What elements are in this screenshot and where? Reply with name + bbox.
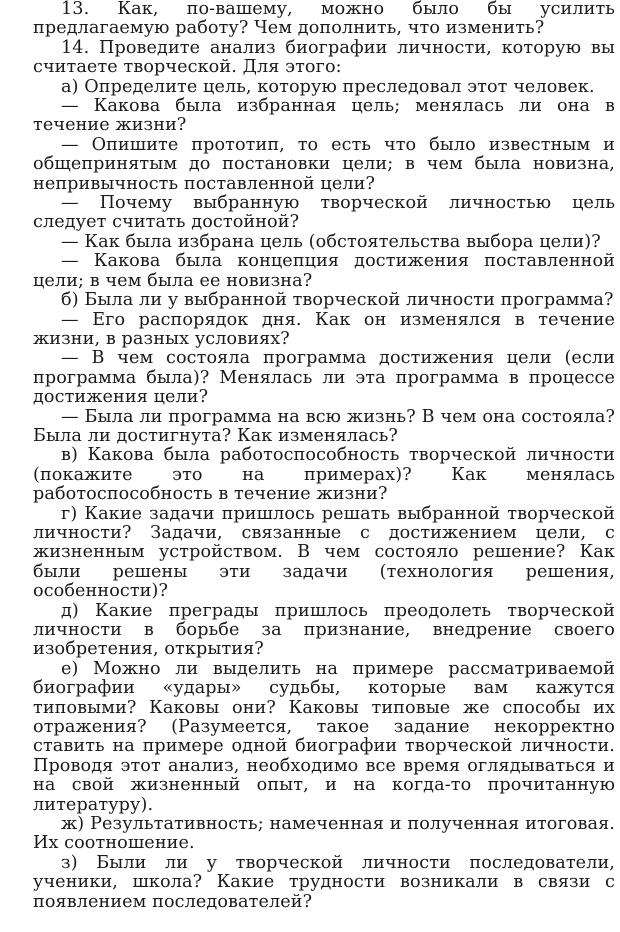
paragraph-subitem: — Была ли программа на всю жизнь? В чем она состояла? Была ли достигнута? Как изменялась? [33, 406, 615, 446]
paragraph-item-b: б) Была ли у выбранной творческой личности программа? [61, 290, 614, 311]
page-text [33, 0, 615, 912]
paragraph-item-z: з) Были ли у творческой личности последователи, ученики, школа? Какие трудности возникали в связи с появлением последователей? [33, 852, 615, 912]
paragraph-subitem: — Опишите прототип, то есть что было известным и общепринятым до постановки цели; в чем была новизна, непривычность поставленной цели? [33, 134, 615, 194]
paragraph-item-zh: ж) Результативность; намеченная и полученная итоговая. Их соотношение. [33, 814, 615, 854]
paragraph-subitem: — В чем состояла программа достижения цели (если программа была)? Менялась ли эта программа в процессе достижения цели? [33, 348, 615, 408]
paragraph-item-a: а) Определите цель, которую преследовал этот человек. [61, 76, 595, 97]
paragraph-item-g: г) Какие задачи пришлось решать выбранной творческой личности? Задачи, связанные с достижением цели, с жизненным устройством. В чем состояло решение? Как были решены эти задачи (технология решения, особенности)? [33, 503, 615, 602]
paragraph-question-14: 14. Проведите анализ биографии личности, которую вы считаете творческой. Для этого: [33, 37, 615, 78]
paragraph-subitem: — Его распорядок дня. Как он изменялся в течение жизни, в разных условиях? [33, 309, 615, 349]
paragraph-item-e: е) Можно ли выделить на примере рассматриваемой биографии «удары» судьбы, которые вам кажутся типовыми? Каковы они? Каковы типовые же способы их отражения? (Разумеется, такое задание некорректно ставить на примере одной биографии творческой личности. Проводя этот анализ, необходимо все время оглядываться и на свой жизненный опыт, и на когда-то прочитанную литературу). [33, 658, 615, 815]
paragraph-subitem: — Какова была концепция достижения поставленной цели; в чем была ее новизна? [33, 251, 615, 291]
paragraph-subitem: — Почему выбранную творческой личностью цель следует считать достойной? [33, 193, 615, 233]
paragraph-subitem: — Как была избрана цель (обстоятельства выбора цели)? [61, 231, 601, 252]
paragraph-subitem: — Какова была избранная цель; менялась ли она в течение жизни? [33, 96, 615, 136]
paragraph-item-d: д) Какие преграды пришлось преодолеть творческой личности в борьбе за признание, внедрение своего изобретения, открытия? [33, 600, 615, 660]
paragraph-question-13: 13. Как, по-вашему, можно было бы усилить предлагаемую работу? Чем дополнить, что изменить? [33, 0, 615, 39]
paragraph-item-v: в) Какова была работоспособность творческой личности (покажите это на примерах)? Как менялась работоспособность в течение жизни? [33, 445, 615, 505]
